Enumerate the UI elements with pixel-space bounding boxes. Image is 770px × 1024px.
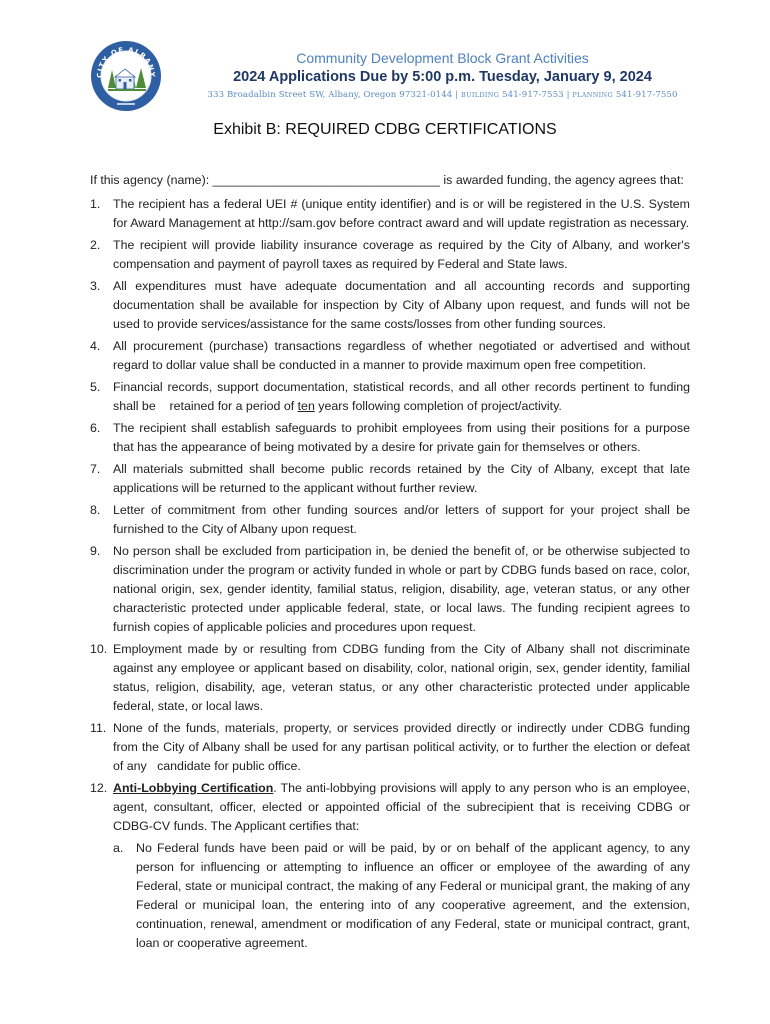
- planning-label: PLANNING: [572, 91, 614, 99]
- program-name: Community Development Block Grant Activities: [296, 50, 589, 66]
- item-text: . The anti-lobbying provisions will apply to any person who is an employee, agent, consultant, officer, elected or appointed official of the subrecipient that is receiving CDBG or CDBG-CV funds. The Applicant certifies that:: [113, 781, 691, 833]
- item-text: Letter of commitment from other funding sources and/or letters of support for your project shall be furnished to the City of Albany upon request.: [113, 503, 690, 536]
- item-text: Financial records, support documentation, statistical records, and all other records pertinent to funding shall be retained for a period of: [113, 380, 694, 413]
- item-number: 8.: [90, 503, 101, 517]
- contact-line: [170, 90, 715, 100]
- planning-phone: 541-917-7550: [613, 90, 678, 100]
- item-underlined-text: ten: [297, 399, 315, 413]
- list-item: [90, 460, 690, 498]
- item-text: No person shall be excluded from participation in, be denied the benefit of, or be otherwise subjected to discrimination under the program or activity funded in whole or part by CDBG funds based on race, color, national origin, sex, gender identity, familial status, religion, disability, age, veteran status, or any other characteristic protected under applicable federal, state, or local laws. The funding recipient agrees to furnish copies of applicable policies and procedures upon request.: [113, 544, 690, 634]
- item-number: 2.: [90, 238, 101, 252]
- item-text: All materials submitted shall become public records retained by the City of Albany, except that late applications will be returned to the applicant without further review.: [113, 462, 690, 495]
- list-item: [90, 640, 690, 716]
- item-text: All expenditures must have adequate documentation and all accounting records and supporting documentation shall be available for inspection by City of Albany upon request, and funds will not be used to provide services/assistance for the same costs/losses from other funding sources.: [113, 279, 690, 331]
- building-phone: 541-917-7553 |: [499, 90, 573, 100]
- document-title: Exhibit B: REQUIRED CDBG CERTIFICATIONS: [213, 121, 557, 138]
- certification-list: [90, 195, 694, 956]
- list-item: [90, 236, 690, 274]
- item-text: None of the funds, materials, property, or services provided directly or indirectly under CDBG funding from the City of Albany shall be used for any partisan political activity, or to further the election or defeat of any candidate for public office.: [113, 721, 694, 773]
- item-number: 1.: [90, 197, 101, 211]
- item-text: The recipient has a federal UEI # (unique entity identifier) and is or will be registered in the U.S. System for Award Management at http://sam.gov before contract award and will update registration as necessary.: [113, 197, 690, 230]
- item-text: All procurement (purchase) transactions regardless of whether negotiated or advertised and without regard to dollar value shall be conducted in a manner to provide maximum open free competition.: [113, 339, 690, 372]
- sub-item: [113, 839, 690, 953]
- application-deadline: 2024 Applications Due by 5:00 p.m. Tuesday, January 9, 2024: [233, 69, 652, 85]
- address-text: 333 Broadalbin Street SW, Albany, Oregon 97321-0144 |: [207, 90, 462, 100]
- item-text: Employment made by or resulting from CDBG funding from the City of Albany shall not discriminate against any employee or applicant based on disability, color, national origin, sex, gender identity, familial status, religion, disability, age, veteran status, or any other characteristic protected under applicable federal, state, or local laws.: [113, 642, 690, 713]
- list-item: [90, 378, 694, 416]
- item-number: 7.: [90, 462, 101, 476]
- intro-statement: If this agency (name): _________________________________ is awarded funding, the agency agrees that:: [90, 173, 684, 187]
- item-number: 4.: [90, 339, 101, 353]
- item-number: 11.: [90, 721, 107, 735]
- sub-item-letter: a.: [113, 841, 124, 855]
- list-item: [90, 419, 690, 457]
- list-item: [90, 542, 690, 637]
- item-number: 10.: [90, 642, 108, 656]
- item-text: The recipient shall establish safeguards to prohibit employees from using their positions for a purpose that has the appearance of being motivated by a desire for private gain for themselves or others.: [113, 421, 690, 454]
- list-item: [90, 195, 690, 233]
- anti-lobbying-heading: Anti-Lobbying Certification: [113, 781, 274, 795]
- city-seal-logo: [90, 40, 162, 112]
- list-item: [90, 277, 690, 334]
- item-number: 9.: [90, 544, 101, 558]
- item-number: 6.: [90, 421, 101, 435]
- item-text: The recipient will provide liability insurance coverage as required by the City of Albany, and worker's compensation and payment of payroll taxes as required by Federal and State laws.: [113, 238, 690, 271]
- sub-item-text: No Federal funds have been paid or will be paid, by or on behalf of the applicant agency, to any person for influencing or attempting to influence an officer or employee of the awarding of any Federal, state or municipal contract, the making of any Federal or municipal grant, the making of any Federal or municipal loan, the entering into of any cooperative agreement, and the extension, continuation, renewal, amendment or modification of any Federal, state or municipal contract, grant, loan or cooperative agreement.: [136, 841, 690, 950]
- list-item: [90, 719, 694, 776]
- item-number: 12.: [90, 781, 108, 795]
- list-item: [90, 779, 690, 953]
- item-number: 3.: [90, 279, 101, 293]
- item-text-end: years following completion of project/activity.: [314, 399, 562, 413]
- list-item: [90, 501, 690, 539]
- list-item: [90, 337, 690, 375]
- building-label: BUILDING: [461, 91, 500, 99]
- svg-text:CITY OF ALBANY: CITY OF ALBANY: [95, 45, 157, 79]
- item-number: 5.: [90, 380, 101, 394]
